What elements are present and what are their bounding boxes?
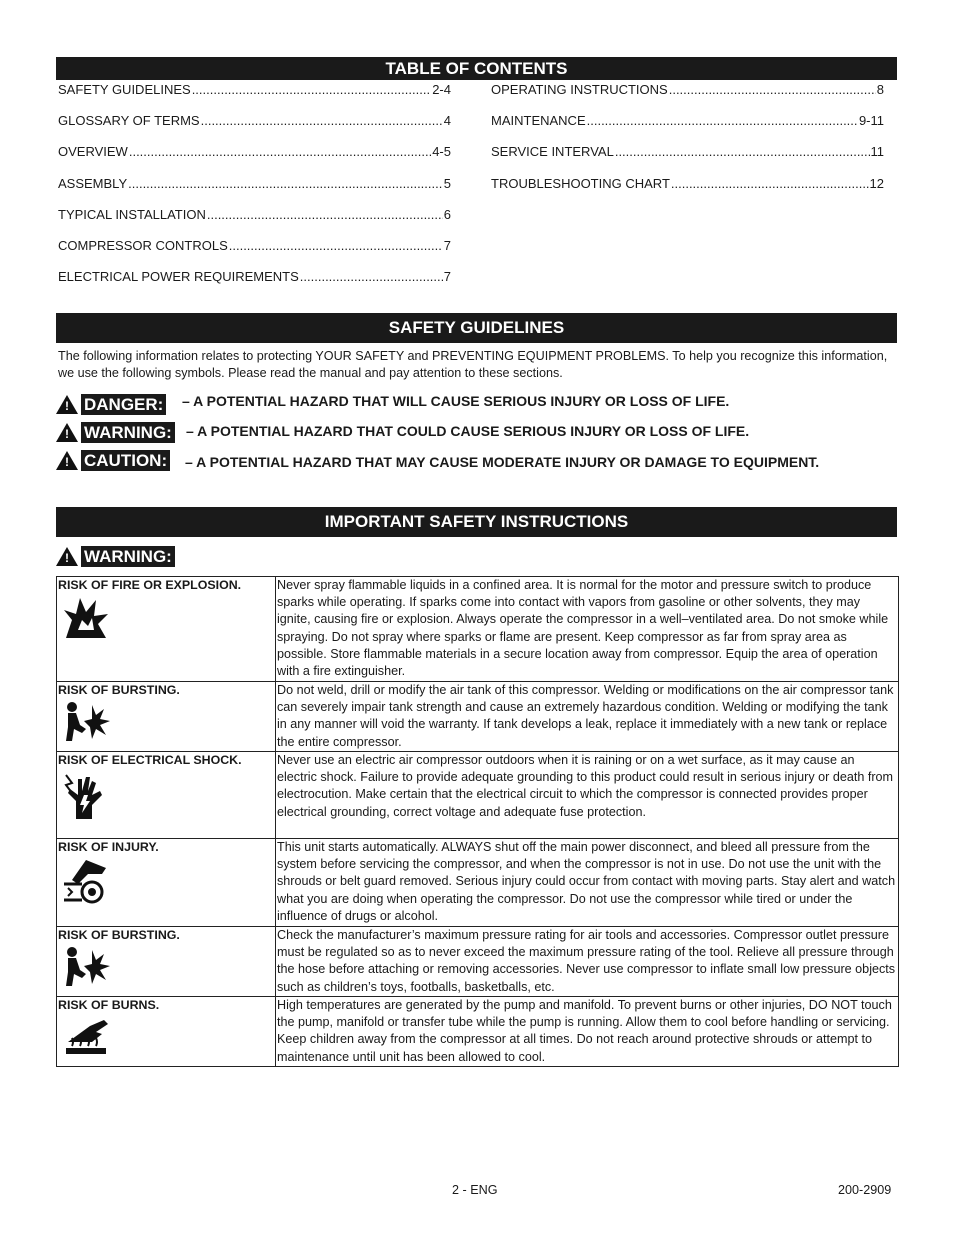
toc-item-label: COMPRESSOR CONTROLS: [58, 237, 228, 253]
alert-triangle-icon: !: [56, 451, 78, 470]
safety-instructions-table: [56, 576, 899, 1067]
toc-leader: [201, 113, 443, 128]
risk-description: This unit starts automatically. ALWAYS shut off the main power disconnect, and bleed all pressure from the system before servicing the compressor, and when the compressor is not in use. Do not use the unit with the shrouds or belt guard removed. Serious injury could occur from contact with moving parts. Stay alert and watch what you are doing when operating the compressor. Do not use the compressor while tired or under the influence of drugs or alcohol.: [276, 839, 899, 927]
warning-badge: [56, 546, 175, 567]
toc-item-page: 8: [876, 82, 884, 97]
toc-leader: [300, 269, 443, 284]
toc-leader: [671, 176, 869, 191]
risk-title: RISK OF INJURY.: [58, 840, 159, 854]
safety-intro-text: The following information relates to protecting YOUR SAFETY and PREVENTING EQUIPMENT PROBLEMS. To help you recognize this information, we use the following symbols. Please read the manual and pay attention to these sections.: [58, 349, 888, 380]
safety-guidelines-header: SAFETY GUIDELINES: [56, 313, 897, 343]
risk-cell: [57, 577, 276, 682]
table-row: [57, 682, 899, 752]
risk-title: RISK OF FIRE OR EXPLOSION.: [58, 578, 242, 592]
risk-cell: [57, 997, 276, 1067]
warning-signal-row: [56, 422, 750, 443]
toc-right-column: [491, 82, 884, 207]
important-safety-header: IMPORTANT SAFETY INSTRUCTIONS: [56, 507, 897, 537]
toc-item-page: 11: [870, 144, 884, 160]
toc-item[interactable]: [58, 144, 451, 175]
page-number: 2 - ENG: [452, 1183, 498, 1197]
table-row: [57, 927, 899, 997]
caution-description: – A POTENTIAL HAZARD THAT MAY CAUSE MODERATE INJURY OR DAMAGE TO EQUIPMENT.: [185, 454, 820, 470]
toc-header: TABLE OF CONTENTS: [56, 57, 897, 80]
toc-leader: [207, 207, 443, 222]
table-row: [57, 752, 899, 839]
alert-triangle-icon: !: [56, 423, 78, 442]
caution-badge: [56, 450, 170, 471]
toc-item-page: 7: [443, 269, 451, 285]
explosion-icon: [62, 596, 110, 640]
toc-leader: [229, 238, 443, 253]
toc-leader: [192, 82, 432, 97]
toc-item[interactable]: [58, 113, 451, 144]
document-number: 200-2909: [838, 1183, 892, 1197]
risk-cell: [57, 839, 276, 927]
warning-word: WARNING:: [81, 422, 175, 443]
toc-item[interactable]: [58, 207, 451, 238]
risk-title: RISK OF BURSTING.: [58, 928, 180, 942]
toc-item-page: 2-4: [432, 82, 451, 97]
toc-item-page: 5: [443, 175, 451, 191]
toc-item[interactable]: [58, 269, 451, 300]
caution-signal-row: [56, 450, 820, 471]
risk-description: Never spray flammable liquids in a confined area. It is normal for the motor and pressure switch to produce sparks while operating. If sparks come into contact with vapors from gasoline or other solvents, they may ignite, causing fire or explosion. Always operate the compressor in a well–ventilated area. Do not smoke while spraying. Do not spray where sparks or flame are present. Keep compressor as far from spray area as possible. Store flammable materials in a secure location away from compressor. Equip the area of operation with a fire extinguisher.: [276, 577, 899, 682]
toc-leader: [669, 82, 876, 97]
toc-item[interactable]: [491, 176, 884, 207]
alert-triangle-icon: !: [56, 547, 78, 566]
toc-item-page: 4-5: [432, 144, 451, 160]
caution-word: CAUTION:: [81, 450, 170, 471]
toc-item-page: 4: [443, 113, 451, 129]
table-row: [57, 839, 899, 927]
danger-signal-row: [56, 393, 730, 415]
electric-shock-icon: [62, 771, 106, 821]
risk-description: Never use an electric air compressor outdoors when it is raining or on a wet surface, as it may cause an electric shock. Failure to provide adequate grounding to this product could result in serious injury or death from electrocution. Make certain that the electrical circuit to which the compressor is connected provides proper electrical grounding, correct voltage and adequate fuse protection.: [276, 752, 899, 839]
danger-badge: [56, 394, 166, 415]
risk-title: RISK OF BURSTING.: [58, 683, 180, 697]
toc-item-page: 12: [869, 175, 884, 191]
alert-triangle-icon: !: [56, 395, 78, 414]
toc-item-label: SAFETY GUIDELINES: [58, 82, 191, 97]
hot-surface-icon: [62, 1016, 110, 1058]
risk-cell: [57, 927, 276, 997]
toc-item-label: GLOSSARY OF TERMS: [58, 113, 200, 129]
moving-parts-icon: [62, 858, 110, 904]
toc-item-page: 7: [443, 237, 451, 253]
bursting-icon: [62, 946, 112, 990]
toc-item[interactable]: [58, 238, 451, 269]
risk-description: High temperatures are generated by the pump and manifold. To prevent burns or other injuries, DO NOT touch the pump, manifold or transfer tube while the pump is running. Allow them to cool before handling or servicing. Keep children away from the compressor at all times. Do not reach around protective shrouds or attempt to maintenance until unit has been allowed to cool.: [276, 997, 899, 1067]
warning-description: – A POTENTIAL HAZARD THAT COULD CAUSE SERIOUS INJURY OR LOSS OF LIFE.: [186, 423, 750, 439]
danger-word: DANGER:: [81, 394, 166, 415]
risk-description: Do not weld, drill or modify the air tank of this compressor. Welding or modifications on the air compressor tank can severely impair tank strength and cause an extremely hazardous condition. Welding or modifying the tank in any manner will void the warranty. If tank develops a leak, replace it immediately with a new tank or replace the entire compressor.: [276, 682, 899, 752]
toc-item[interactable]: [58, 176, 451, 207]
toc-item[interactable]: [491, 144, 884, 175]
toc-item[interactable]: [491, 82, 884, 113]
warning-badge: [56, 422, 175, 443]
toc-leader: [615, 144, 870, 159]
toc-leader: [128, 176, 443, 191]
toc-left-column: [58, 82, 451, 300]
instructions-warning: [56, 546, 175, 567]
warning-word: WARNING:: [81, 546, 175, 567]
toc-leader: [129, 144, 431, 159]
toc-item-label: MAINTENANCE: [491, 113, 586, 129]
danger-description: – A POTENTIAL HAZARD THAT WILL CAUSE SERIOUS INJURY OR LOSS OF LIFE.: [182, 393, 730, 409]
toc-item-label: SERVICE INTERVAL: [491, 144, 614, 160]
risk-cell: [57, 682, 276, 752]
table-row: [57, 997, 899, 1067]
risk-description: Check the manufacturer’s maximum pressure rating for air tools and accessories. Compressor outlet pressure must be regulated so as to never exceed the maximum pressure rating of the tool. Relieve all pressure through the hose before attaching or removing accessories. Never use compressor to inflate small low pressure objects such as children’s toys, footballs, basketballs, etc.: [276, 927, 899, 997]
toc-item-label: OPERATING INSTRUCTIONS: [491, 82, 668, 97]
toc-item-page: 6: [443, 206, 451, 222]
toc-item[interactable]: [58, 82, 451, 113]
toc-item-label: ASSEMBLY: [58, 175, 128, 191]
risk-title: RISK OF BURNS.: [58, 998, 160, 1012]
toc-item-page: 9-11: [858, 113, 884, 129]
toc-item[interactable]: [491, 113, 884, 144]
toc-leader: [587, 113, 858, 128]
risk-cell: [57, 752, 276, 839]
toc-item-label: OVERVIEW: [58, 144, 128, 160]
risk-title: RISK OF ELECTRICAL SHOCK.: [58, 753, 242, 767]
toc-item-label: TROUBLESHOOTING CHART: [491, 175, 670, 191]
bursting-icon: [62, 701, 112, 745]
toc-item-label: ELECTRICAL POWER REQUIREMENTS: [58, 269, 299, 285]
toc-item-label: TYPICAL INSTALLATION: [58, 206, 206, 222]
table-row: [57, 577, 899, 682]
